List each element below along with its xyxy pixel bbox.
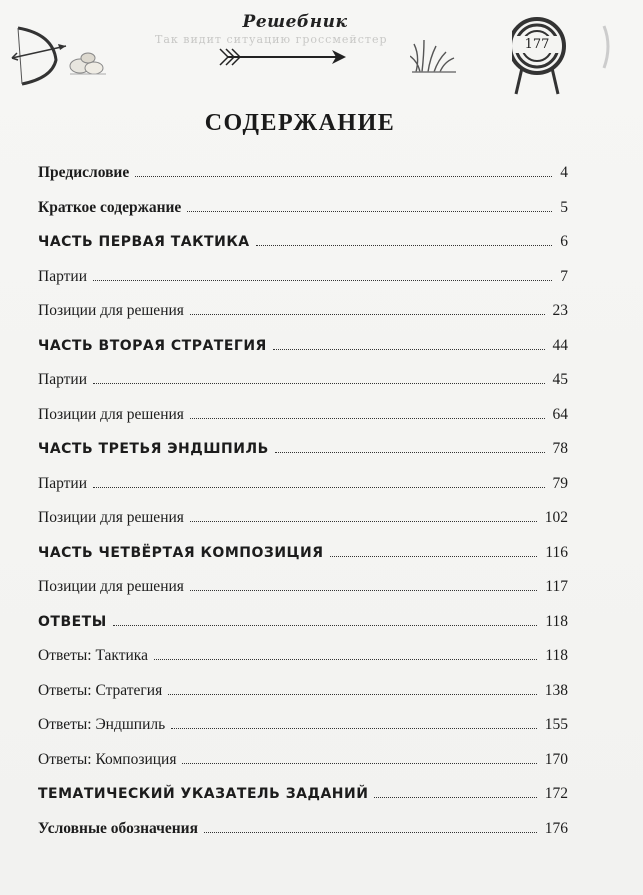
toc-entry-label: ЧАСТЬ ПЕРВАЯ ТАКТИКА: [38, 234, 250, 250]
toc-entry-page: 7: [560, 267, 568, 285]
toc-entry-label: Ответы: Тактика: [38, 647, 148, 664]
toc-entry-page: 45: [552, 371, 568, 388]
toc-entry-page: 138: [544, 681, 568, 699]
toc-entry-page: 118: [545, 647, 568, 664]
toc-entry-page: 5: [560, 198, 568, 216]
page-header: [0, 0, 643, 100]
toc-entry: [38, 432, 568, 467]
toc-entry: [38, 812, 568, 847]
dot-leader: [135, 176, 552, 177]
toc-entry: [38, 536, 568, 571]
toc-entry: [38, 363, 568, 398]
toc-entry-label: Позиции для решения: [38, 578, 184, 595]
toc-entry-page: 116: [545, 543, 568, 561]
toc-entry-page: 118: [545, 612, 568, 630]
grass-icon: [410, 36, 458, 76]
toc-entry-label: Партии: [38, 371, 87, 388]
toc-entry-page: 78: [552, 440, 568, 457]
dot-leader: [273, 349, 545, 350]
toc-entry-page: 44: [552, 336, 568, 354]
table-of-contents: [38, 156, 568, 846]
dot-leader: [93, 383, 545, 384]
toc-entry: [38, 777, 568, 812]
toc-entry-label: Позиции для решения: [38, 509, 184, 526]
toc-entry-label: Позиции для решения: [38, 302, 184, 319]
toc-entry: [38, 329, 568, 364]
dot-leader: [204, 832, 537, 833]
toc-entry-page: 102: [544, 509, 568, 526]
toc-entry-page: 170: [544, 750, 568, 768]
dot-leader: [171, 728, 537, 729]
toc-entry-label: ЧАСТЬ ТРЕТЬЯ ЭНДШПИЛЬ: [38, 441, 269, 457]
toc-entry-page: 4: [560, 164, 568, 181]
toc-entry-label: Предисловие: [38, 164, 130, 181]
rocks-icon: [68, 48, 108, 78]
toc-entry: [38, 570, 568, 605]
toc-entry-page: 64: [552, 405, 568, 423]
toc-entry-page: 23: [552, 302, 568, 319]
toc-entry-label: Ответы: Эндшпиль: [38, 716, 166, 733]
toc-entry: [38, 260, 568, 295]
toc-entry-page: 155: [544, 716, 568, 733]
faded-subtitle: Так видит ситуацию гроссмейстер: [155, 33, 388, 46]
dot-leader: [182, 763, 536, 764]
dot-leader: [93, 280, 552, 281]
toc-entry: [38, 708, 568, 743]
dot-leader: [374, 797, 536, 798]
toc-entry: [38, 743, 568, 778]
toc-entry-page: 117: [545, 578, 568, 595]
toc-entry: [38, 294, 568, 329]
dot-leader: [187, 211, 552, 212]
toc-entry-page: 6: [560, 233, 568, 250]
toc-title: СОДЕРЖАНИЕ: [204, 110, 396, 136]
toc-entry-label: ТЕМАТИЧЕСКИЙ УКАЗАТЕЛЬ ЗАДАНИЙ: [38, 786, 369, 802]
dot-leader: [113, 625, 538, 626]
toc-entry: [38, 191, 568, 226]
dot-leader: [256, 245, 553, 246]
toc-entry: [38, 639, 568, 674]
toc-entry-label: Ответы: Стратегия: [38, 681, 163, 699]
toc-entry-label: Партии: [38, 474, 87, 492]
toc-entry: [38, 398, 568, 433]
page-number: 177: [514, 36, 560, 53]
toc-entry: [38, 467, 568, 502]
running-title: Решебник: [242, 12, 348, 32]
toc-entry-label: ЧАСТЬ ВТОРАЯ СТРАТЕГИЯ: [38, 337, 267, 354]
toc-entry-label: Позиции для решения: [38, 405, 184, 423]
bow-icon: [8, 20, 68, 90]
toc-entry-label: Краткое содержание: [38, 198, 182, 216]
dot-leader: [190, 418, 545, 419]
dot-leader: [168, 694, 537, 695]
toc-entry: [38, 156, 568, 191]
dot-leader: [93, 487, 545, 488]
toc-entry: [38, 225, 568, 260]
toc-entry-page: 79: [552, 474, 568, 492]
dot-leader: [190, 590, 537, 591]
toc-entry-label: ЧАСТЬ ЧЕТВЁРТАЯ КОМПОЗИЦИЯ: [38, 544, 324, 561]
toc-entry-page: 172: [544, 785, 568, 802]
toc-entry-label: ОТВЕТЫ: [38, 613, 107, 630]
arrow-icon: [218, 44, 348, 70]
toc-entry-label: Условные обозначения: [38, 819, 199, 837]
dot-leader: [330, 556, 538, 557]
toc-entry-label: Партии: [38, 267, 87, 285]
dot-leader: [154, 659, 537, 660]
toc-entry: [38, 501, 568, 536]
toc-entry: [38, 605, 568, 640]
dot-leader: [190, 521, 537, 522]
toc-entry-label: Ответы: Композиция: [38, 750, 177, 768]
toc-entry-page: 176: [544, 819, 568, 837]
toc-entry: [38, 674, 568, 709]
dot-leader: [190, 314, 545, 315]
dot-leader: [275, 452, 545, 453]
